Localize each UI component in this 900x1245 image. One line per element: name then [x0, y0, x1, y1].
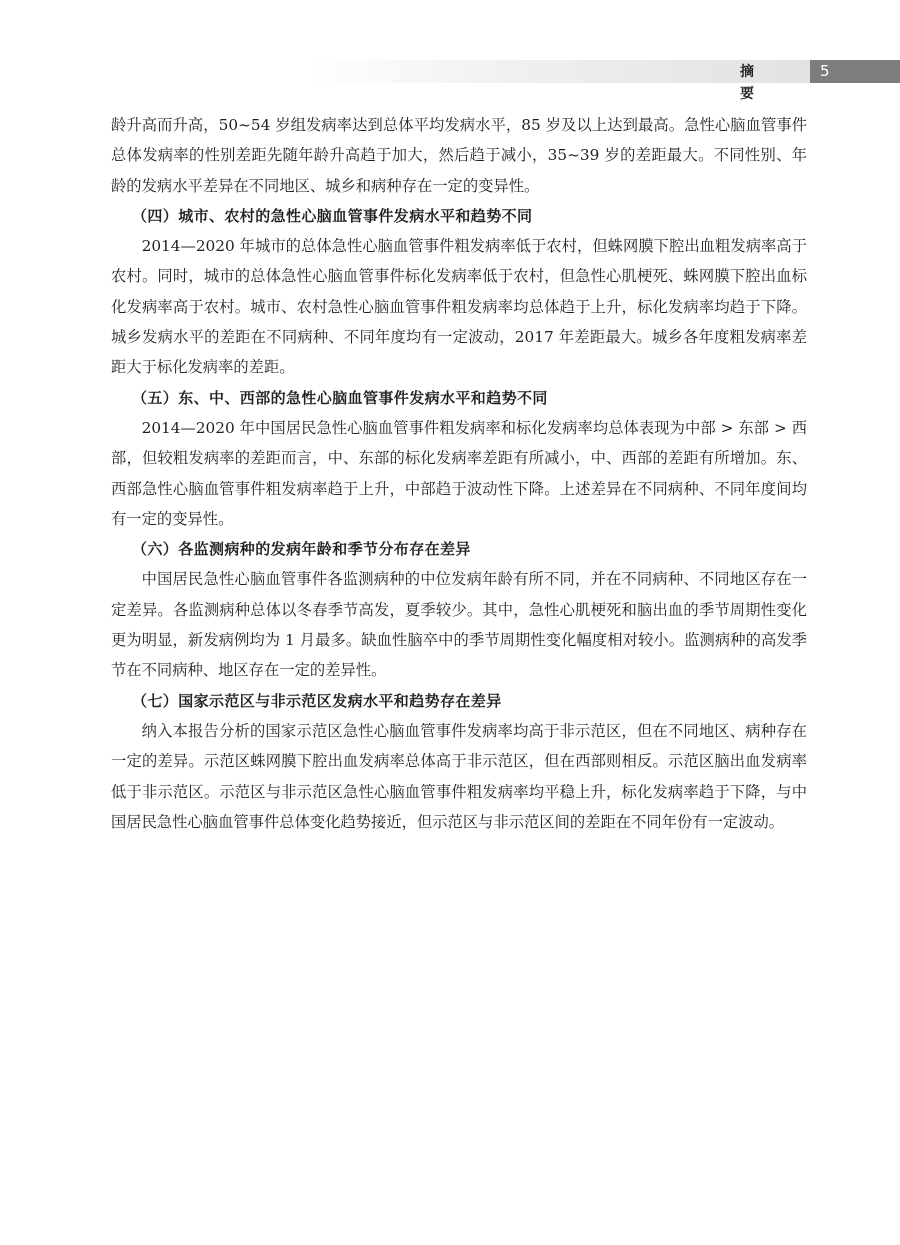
paragraph-section-5: 2014—2020 年中国居民急性心脑血管事件粗发病率和标化发病率均总体表现为中部 > 东部 > 西部，但较粗发病率的差距而言，中、东部的标化发病率差距有所减小，中、西部的差距有所增加。东、西部急性心脑血管事件粗发病率趋于上升，中部趋于波动性下降。上述差异在不同病种、不同年度间均有一定的变异性。	[111, 418, 807, 528]
paragraph-section-6: 中国居民急性心脑血管事件各监测病种的中位发病年龄有所不同，并在不同病种、不同地区存在一定差异。各监测病种总体以冬春季节高发，夏季较少。其中，急性心肌梗死和脑出血的季节周期性变化更为明显，新发病例均为 1 月最多。缺血性脑卒中的季节周期性变化幅度相对较小。监测病种的高发季节在不同病种、地区存在一定的差异性。	[111, 570, 807, 680]
page-number: 5	[820, 62, 830, 80]
paragraph-intro: 龄升高而升高，50~54 岁组发病率达到总体平均发病水平，85 岁及以上达到最高。急性心脑血管事件总体发病率的性别差距先随年龄升高趋于加大，然后趋于减小，35~39 岁的差距最大。不同性别、年龄的发病水平差异在不同地区、城乡和病种存在一定的变异性。	[111, 116, 807, 195]
body-content	[111, 110, 807, 837]
running-header-title: 摘 要	[740, 64, 786, 102]
section-heading-6: （六）各监测病种的发病年龄和季节分布存在差异	[132, 540, 471, 559]
section-heading-5: （五）东、中、西部的急性心脑血管事件发病水平和趋势不同	[132, 388, 548, 407]
section-heading-4: （四）城市、农村的急性心脑血管事件发病水平和趋势不同	[132, 206, 533, 225]
paragraph-section-4: 2014—2020 年城市的总体急性心脑血管事件粗发病率低于农村，但蛛网膜下腔出血粗发病率高于农村。同时，城市的总体急性心脑血管事件标化发病率低于农村，但急性心肌梗死、蛛网膜下腔出血标化发病率高于农村。城市、农村急性心脑血管事件粗发病率均总体趋于上升，标化发病率均趋于下降。城乡发病水平的差距在不同病种、不同年度均有一定波动，2017 年差距最大。城乡各年度粗发病率差距大于标化发病率的差距。	[111, 237, 807, 377]
header-bar	[310, 60, 810, 102]
section-heading-7: （七）国家示范区与非示范区发病水平和趋势存在差异	[132, 691, 502, 710]
paragraph-section-7: 纳入本报告分析的国家示范区急性心脑血管事件发病率均高于非示范区，但在不同地区、病种存在一定的差异。示范区蛛网膜下腔出血发病率总体高于非示范区，但在西部则相反。示范区脑出血发病率低于非示范区。示范区与非示范区急性心脑血管事件粗发病率均平稳上升，标化发病率趋于下降，与中国居民急性心脑血管事件总体变化趋势接近，但示范区与非示范区间的差距在不同年份有一定波动。	[111, 721, 807, 831]
page-number-box	[810, 60, 900, 83]
